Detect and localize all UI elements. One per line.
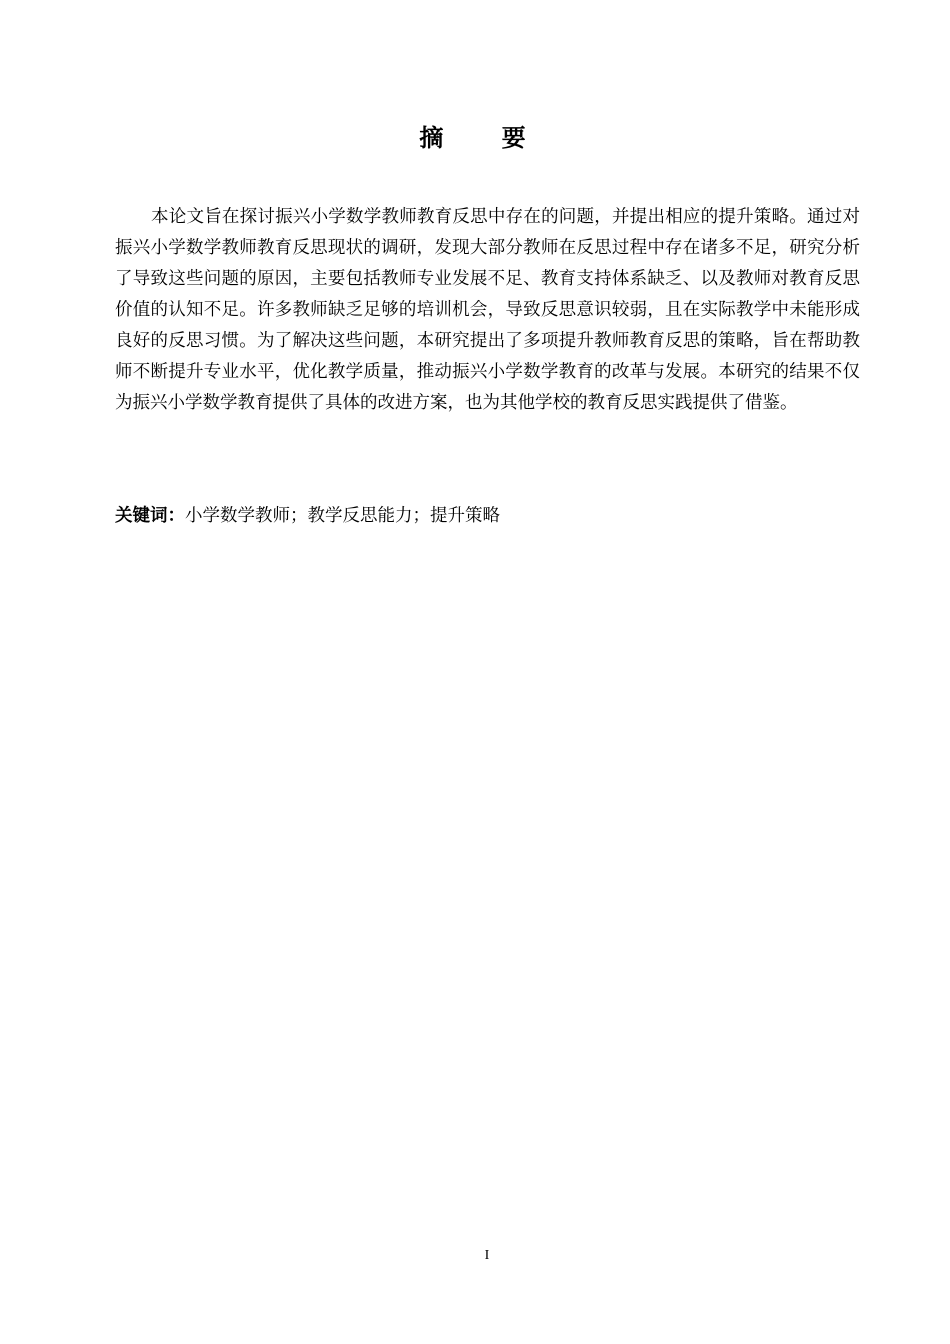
keywords-line [115,501,860,532]
abstract-paragraph: 本论文旨在探讨振兴小学数学教师教育反思中存在的问题，并提出相应的提升策略。通过对振兴小学数学教师教育反思现状的调研，发现大部分教师在反思过程中存在诸多不足，研究分析了导致这些问题的原因，主要包括教师专业发展不足、教育支持体系缺乏、以及教师对教育反思价值的认知不足。许多教师缺乏足够的培训机会，导致反思意识较弱，且在实际教学中未能形成良好的反思习惯。为了解决这些问题，本研究提出了多项提升教师教育反思的策略，旨在帮助教师不断提升专业水平，优化教学质量，推动振兴小学数学教育的改革与发展。本研究的结果不仅为振兴小学数学教育提供了具体的改进方案，也为其他学校的教育反思实践提供了借鉴。 [115,207,860,413]
keywords-text: 小学数学教师；教学反思能力；提升策略 [185,506,500,526]
abstract-title: 摘 要 [419,124,551,152]
page-number: I [484,1248,490,1263]
keywords-label: 关键词： [115,506,185,526]
